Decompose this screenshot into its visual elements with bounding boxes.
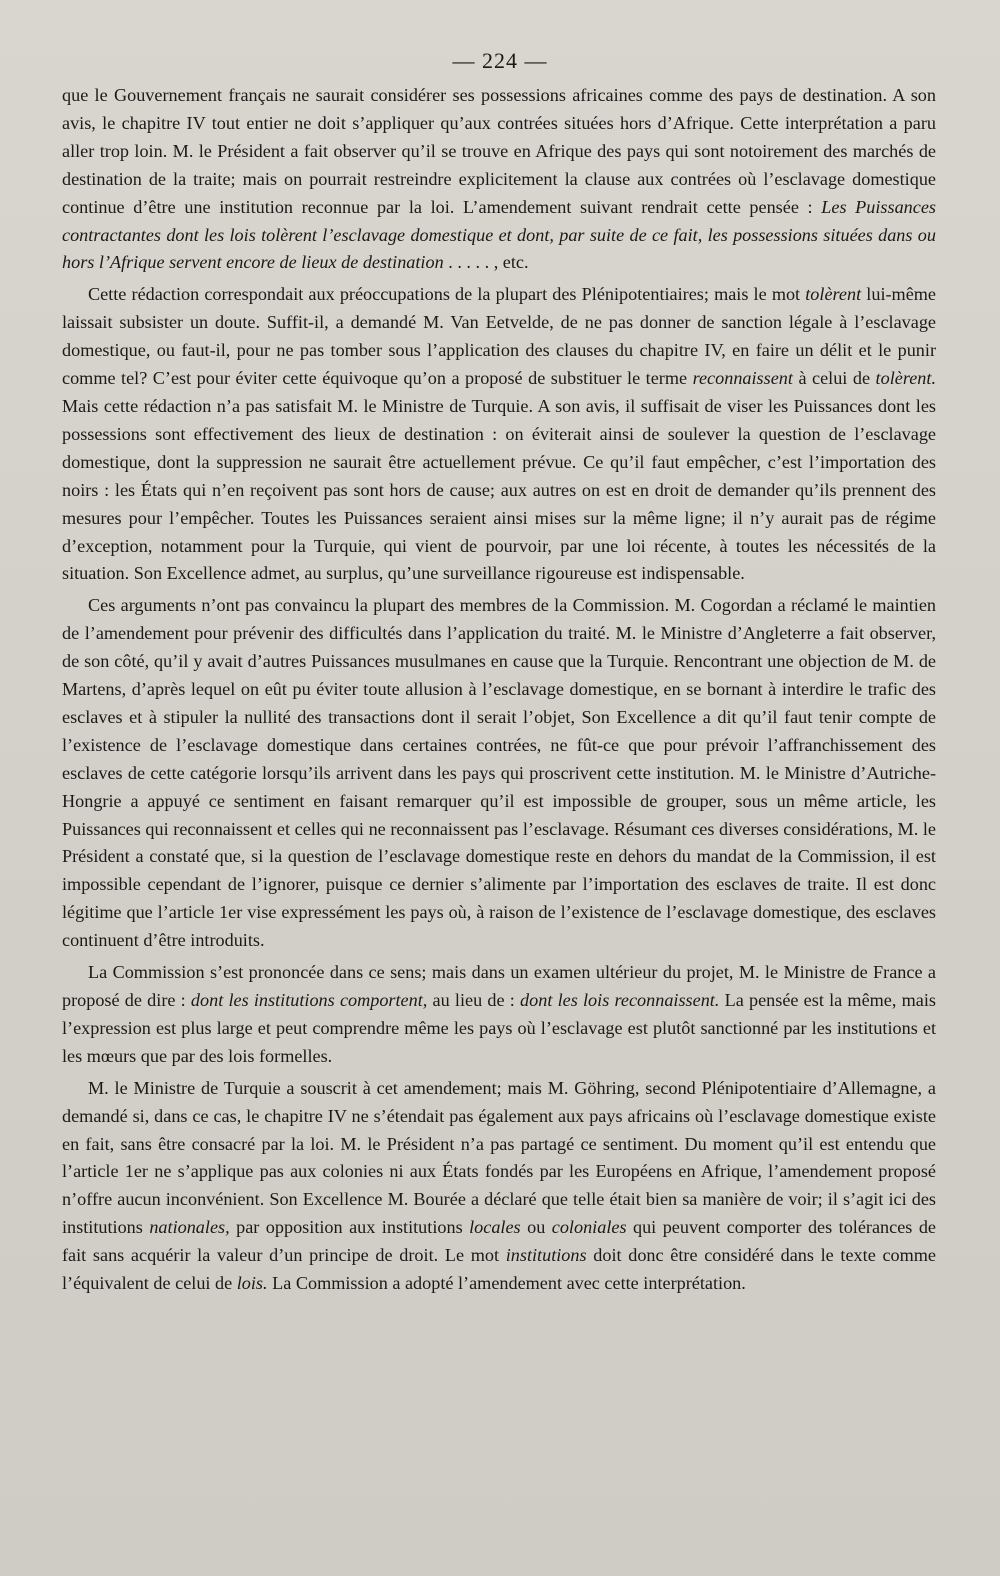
paragraph <box>62 1075 936 1298</box>
text-run: qui peuvent comporter des tolérances de fait sans acquérir la valeur d’un principe de droit. Le mot <box>62 1217 936 1266</box>
paragraph <box>62 959 936 1071</box>
text-run: Mais cette rédaction n’a pas satisfait M. le Ministre de Turquie. A son avis, il suffisait de viser les Puissances dont les possessions sont effectivement des lieux de destination : on éviterait ainsi de soulever la question de l’esclavage domestique, dont la suppression ne saurait être actuellement prévue. Ce qu’il faut empêcher, c’est l’importation des noirs : les États qui n’en reçoivent pas sont hors de cause; aux autres on est en droit de demander qu’ils prennent des mesures pour l’empêcher. Toutes les Puissances seraient ainsi mises sur la même ligne; il n’y aurait pas de régime d’exception, notamment pour la Turquie, qui vient de pourvoir, par une loi récente, à toutes les nécessités de la situation. Son Excellence admet, au surplus, qu’une surveillance rigoureuse est indispensable. <box>62 395 936 584</box>
text-run: que le Gouvernement français ne saurait considérer ses possessions africaines comme des pays de destination. A son avis, le chapitre IV tout entier ne doit s’appliquer qu’aux contrées situées hors d’Afrique. Cette interprétation a paru aller trop loin. M. le Président a fait observer qu’il se trouve en Afrique des pays qui sont notoirement des marchés de destination de la traite; mais on pourrait restreindre explicitement la clause aux contrées où l’esclavage domestique continue d’être une institution reconnue par la loi. L’amendement suivant rendrait cette pensée : <box>62 85 936 217</box>
text-run: Cette rédaction correspondait aux préoccupations de la plupart des Plénipotentiaires; mais le mot <box>88 284 806 305</box>
text-run: La Commission a adopté l’amendement avec cette interprétation. <box>267 1273 746 1294</box>
text-run: La Commission s’est prononcée dans ce sens; mais dans un examen ultérieur du projet, M. le Ministre de France a proposé de dire : <box>62 962 936 1010</box>
text-run: M. le Ministre de Turquie a souscrit à cet amendement; mais M. Göhring, second Plénipotentiaire d’Allemagne, a demandé si, dans ce cas, le chapitre IV ne s’étendait pas également aux pays africains où l’esclavage domestique existe en fait, sans être consacré par la loi. M. le Président n’a pas partagé ce sentiment. Du moment qu’il est entendu que l’article 1er ne s’applique pas aux colonies ni aux États fondés par les Européens en Afrique, l’amendement proposé n’offre aucun inconvénient. Son Excellence M. Bourée a déclaré que telle était bien sa manière de voir; il s’agit ici des institutions <box>62 1077 936 1238</box>
text-run: La pensée est la même, mais l’expression est plus large et peut comprendre même les pays où l’esclavage est plutôt sanctionné par les institutions et les mœurs que par des lois formelles. <box>62 990 936 1066</box>
italic-text: nationales, <box>149 1217 230 1238</box>
body-text <box>62 82 936 1302</box>
italic-text: lois. <box>236 1273 268 1294</box>
italic-text: dont les institutions comportent, <box>190 990 428 1010</box>
text-run: à celui de <box>792 368 876 389</box>
text-run: par opposition aux institutions <box>229 1217 470 1238</box>
italic-text: locales <box>469 1217 521 1238</box>
italic-text: coloniales <box>551 1217 627 1238</box>
page-number: — 224 — <box>452 48 548 73</box>
italic-text: reconnaissent <box>692 368 793 389</box>
paragraph <box>62 592 936 955</box>
paragraph <box>62 82 936 277</box>
italic-text: tolèrent. <box>875 368 936 389</box>
text-run: au lieu de : <box>427 990 521 1010</box>
italic-text: institutions <box>505 1245 587 1266</box>
text-run: ou <box>520 1217 552 1238</box>
text-run: . . . . . , etc. <box>443 252 529 273</box>
text-run: doit donc être considéré dans le texte comme l’équivalent de celui de <box>62 1245 936 1294</box>
text-run: lui-même laissait subsister un doute. Suffit-il, a demandé M. Van Eetvelde, de ne pas donner de sanction légale à l’esclavage domestique, ou faut-il, pour ne pas tomber sous l’application des clauses du chapitre IV, en faire un délit et le punir comme tel? C’est pour éviter cette équivoque qu’on a proposé de substituer le terme <box>62 284 936 389</box>
paragraph <box>62 281 936 588</box>
text-run: Ces arguments n’ont pas convaincu la plupart des membres de la Commission. M. Cogordan a réclamé le maintien de l’amendement pour prévenir des difficultés dans l’application du traité. M. le Ministre d’Angleterre a fait observer, de son côté, qu’il y avait d’autres Puissances musulmanes en cause que la Turquie. Rencontrant une objection de M. de Martens, d’après lequel on eût pu éviter toute allusion à l’esclavage domestique, en se bornant à interdire le trafic des esclaves et à stipuler la nullité des transactions dont il serait l’objet, Son Excellence a dit qu’il faut tenir compte de l’existence de l’esclavage domestique dans certaines contrées, ne fût-ce que pour prévoir l’affranchissement des esclaves de cette catégorie lorsqu’ils arrivent dans les pays qui proscrivent cette institution. M. le Ministre d’Autriche-Hongrie a appuyé ce sentiment en faisant remarquer qu’il est impossible de grouper, sous un même article, les Puissances qui reconnaissent et celles qui ne reconnaissent pas l’esclavage. Résumant ces diverses considérations, M. le Président a constaté que, si la question de l’esclavage domestique reste en dehors du mandat de la Commission, il est impossible cependant de l’ignorer, puisque ce dernier s’alimente par l’importation des esclaves de traite. Il est donc légitime que l’article 1er vise expressément les pays où, à raison de l’existence de l’esclavage domestique, des esclaves continuent d’être introduits. <box>62 595 936 951</box>
italic-text: tolèrent <box>805 284 862 305</box>
italic-text: dont les lois reconnaissent. <box>520 990 720 1010</box>
italic-text: Les Puissances contractantes dont les lois tolèrent l’esclavage domestique et dont, par suite de ce fait, les possessions situées dans ou hors l’Afrique servent encore de lieux de destination <box>62 196 937 273</box>
